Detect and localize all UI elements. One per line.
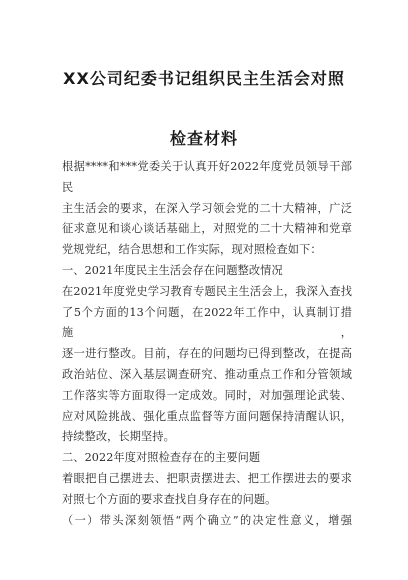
body-line: 着眼把自己摆进去、把职责摆进去、把工作摆进去的要求 [62,471,352,485]
body-line: 根据****和***党委关于认真开好2022年度党员领导干部民 [62,160,352,194]
body-line: 对照七个方面的要求查找自身存在的问题。 [62,492,277,506]
section-heading: 二、2022年度对照检查存在的主要问题 [62,451,261,465]
document-subtitle: 检查材料 [169,129,238,148]
body-line: 应对风险挑战、强化重点监督等方面问题保持清醒认识， [62,409,352,423]
body-line: 党规党纪，结合思想和工作实际，现对照检查如下： [62,243,322,257]
body-line: 了5个方面的13个问题，在2022年工作中，认真制订措施， [62,305,352,340]
body-line: 逐一进行整改。目前，存在的问题均已得到整改，在提高 [62,347,352,361]
body-line: 政治站位、深入基层调查研究、推动重点工作和分管领域 [62,367,352,381]
body-line: 持续整改，长期坚持。 [62,430,175,444]
body-line: 工作落实等方面取得一定成效。同时，对加强理论武装、 [62,388,352,402]
body-text [62,157,352,531]
body-line: 征求意见和谈心谈话基础上，对照党的二十大精神和党章 [62,222,352,236]
body-line: 在2021年度党史学习教育专题民主生活会上，我深入查找 [62,284,352,298]
body-line: 主生活会的要求，在深入学习领会党的二十大精神，广泛 [62,201,352,215]
section-heading: 一、2021年度民主生活会存在问题整改情况 [62,263,283,277]
document-title: XX公司纪委书记组织民主生活会对照 [63,69,345,88]
body-line: （一）带头深刻领悟“两个确立”的决定性意义，增强 [62,513,352,527]
